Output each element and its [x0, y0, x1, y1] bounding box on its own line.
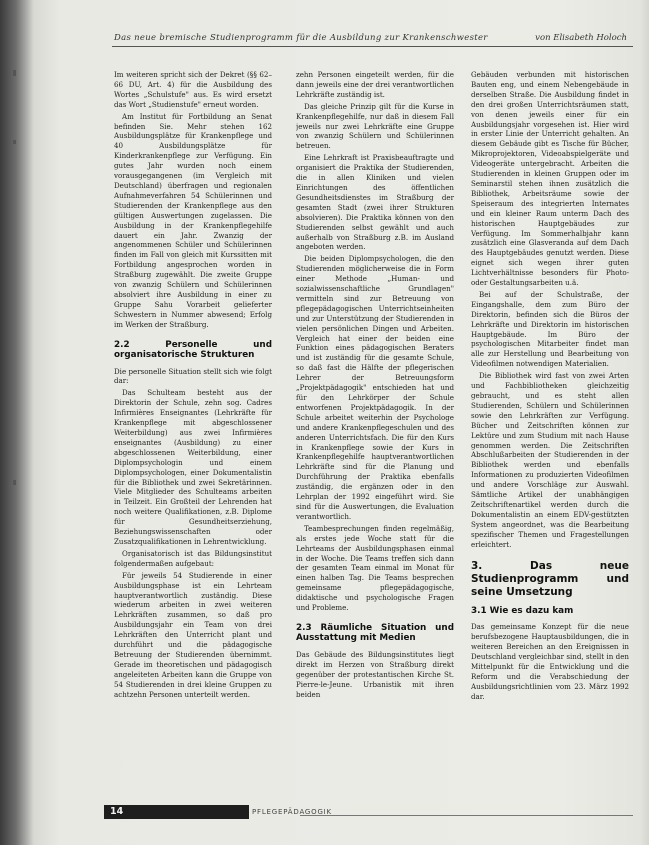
section-heading-2-3: 2.3 Räumliche Situation und Ausstattung mit Medien	[296, 622, 454, 644]
paragraph: Das Schulteam besteht aus der Direktorin der Schule, zehn sog. Cadres Infirmières Enseignantes (Lehrkräfte für Krankenpflege mit abgeschlossener Weiterbildung) aus zwei Infirmières enseignantes (Ausbildung) zu einer abgeschlossenen Weiterbildung, einer Diplompsychologin und einem Diplompsychologen, einer Dokumentalistin für die Bibliothek und zwei Sekretärinnen. Viele Mitglieder des Schulteams arbeiten in Teilzeit. Ein Großteil der Lehrenden hat noch weitere Qualifikationen, z.B. Diplome für Gesundheitserziehung, Beziehungswissenschaften oder Zusatzqualifikationen in Lehrentwicklung.	[114, 388, 272, 546]
page-number: 14	[110, 806, 124, 817]
running-header-author: von Elisabeth Holoch	[535, 33, 627, 43]
binding-mark	[13, 480, 16, 485]
header-rule	[112, 46, 633, 47]
running-header-title: Das neue bremische Studienprogramm für die Ausbildung zur Krankenschwester	[114, 33, 488, 43]
binding-mark	[13, 140, 16, 144]
text-column-3	[471, 70, 629, 815]
paragraph: Am Institut für Fortbildung an Senat befinden Sie. Mehr stehen 162 Ausbildungsplätze für Krankenpflege und 40 Ausbildungsplätze für Kinderkrankenpflege zur Verfügung. Ein gutes Jahr wurden noch einem vorausgegangenen (im Vergleich mit Deutschland) überfragen und regionalen Aufnahmeverfahren 54 Schülerinnen und Studierenden der Krankenpflege aus den gültigen Auswertungen zugelassen. Die Ausbildung in der Krankenpflegehilfe dauert ein Jahr. Zwanzig der angenommenen Schüler und Schülerinnen finden im Fall von gleich mit Kurssitten mit Fortbildung angesprochen worden in Straßburg zugewählt. Die zweite Gruppe von zwanzig Schülern und Schülerinnen absolviert ihre Ausbildung in einer zu Gruppe Sahu Vorarbeit gelieferter Schwestern in Nummer abwesend; Erfolg im Werken der Straßburg.	[114, 111, 272, 329]
text-column-2	[296, 70, 454, 815]
text-column-1	[114, 70, 272, 815]
paragraph: Organisatorisch ist das Bildungsinstitut folgendermaßen aufgebaut:	[114, 548, 272, 568]
binding-mark	[13, 70, 16, 76]
paragraph: Bei auf der Schulstraße, der Eingangshalle, dem zum Büro der Direktorin, befinden sich die Büros der Lehrkräfte und Direktorin im historischen Hauptgebäude. Im Büro der psychologischen Mitarbeiter findet man alle zur Herstellung und Bearbeitung von Videofilmen notwendigen Materialien.	[471, 289, 629, 369]
paragraph: Gebäuden verbunden mit historischen Bauten eng, und einem Nebengebäude in derselben Straße. Die Ausbildung findet in den drei großen Unterrichtsräumen statt, von denen jeweils einer für ein Ausbildungsjahr vorgesehen ist. Hier wird in erster Linie der Unterricht gehalten. An diesem Gebäude gibt es Tische für Bücher, Mikroprojektoren, Videoabspielgeräte und Videogeräte untergebracht. Arbeiten die Studierenden in kleinen Gruppen oder im Seminarstil stehen ihnen zusätzlich die Bibliothek, Arbeitsräume sowie der Speiseraum des integrierten Internates und ein kleiner Raum unterm Dach des historischen Hauptgebäudes zur Verfügung. Im Sommerhalbjahr kann zusätzlich eine Glasveranda auf dem Dach des Hauptgebäudes genutzt werden. Diese eignet sich wegen ihrer guten Lichtverhältnisse besonders für Photo- oder Gestaltungsarbeiten u.ä.	[471, 70, 629, 288]
paragraph: Das gleiche Prinzip gilt für die Kurse in Krankenpflegehilfe, nur daß in diesem Fall jeweils nur zwei Lehrkräfte eine Gruppe von zwanzig Schülern und Schülerinnen betreuen.	[296, 101, 454, 151]
journal-name: PFLEGEPÄDAGOGIK	[252, 808, 332, 816]
paragraph: Im weiteren spricht sich der Dekret (§§ 62–66 DU, Art. 4) für die Ausbildung des Wortes „Schulstufe" aus. Es wird ersetzt das Wort „Studienstufe" erneut worden.	[114, 70, 272, 109]
paragraph: Die personelle Situation stellt sich wie folgt dar:	[114, 366, 272, 386]
paragraph: Teambesprechungen finden regelmäßig, als erstes jede Woche statt für die Lehrteams der Ausbildungsphasen einmal in der Woche. Die Teams treffen sich dann der gesamten Team einmal im Monat für einen halben Tag. Die Teams besprechen gemeinsame pflegepädagogische, didaktische und psychologische Fragen und Probleme.	[296, 523, 454, 613]
paragraph: Das Gebäude des Bildungsinstitutes liegt direkt im Herzen von Straßburg direkt gegenüber der protestantischen Kirche St. Pierre-le-Jeune. Urbanistik mit ihren beiden	[296, 649, 454, 699]
paragraph: Die Bibliothek wird fast von zwei Arten und Fachbibliotheken gleichzeitig gebraucht, und es steht allen Studierenden, Schülern und Schülerinnen sowie den Lehrkräften zur Verfügung. Bücher und Zeitschriften können zur Lektüre und zum Studium mit nach Hause genommen werden. Die Zeitschriften Abschlußarbeiten der Studierenden in der Bibliothek werden und ebenfalls Informationen zu produzierten Videofilmen und andere Vorschläge zur Auswahl. Sämtliche Artikel der unabhängigen Zeitschriftenartikel werden durch die Dokumentalistin an einem EDV-gestützten System angeordnet, was die Bearbeitung spezifischer Themen und Fragestellungen erleichtert.	[471, 371, 629, 549]
paragraph: Die beiden Diplompsychologen, die den Studierenden möglicherweise die in Form einer Methode „Human- und sozialwissenschaftliche Grundlagen" vermitteln sind zur Betreuung von pflegepädagogischen Unterrichtseinheiten und zur Unterstützung der Studierenden in vielen persönlichen Dingen und Arbeiten. Vergleich hat einer der beiden eine Funktion eines pädagogischen Beraters und ist zuständig für die gesamte Schule, so daß fast die Hälfte der pflegerischen Lehrer der Betreuungsform „Projektpädagogik" entschieden hat und für den Lehrkörper der Schule entworfenen Projektpädagogik. In der Schule arbeitet weiterhin der Psychologe und andere Krankenpflegeschulen und des anderen Unterrichtsfach. Die für den Kurs in Krankenpflege sowie der Kurs in Krankenpflegehilfe hauptverantwortlichen Lehrkräfte sind für die Planung und Durchführung der Praktika ebenfalls zuständig, die ergänzen oder in den Lehrplan der 1992 eingeführt wird. Sie sind für die Auswertungen, die Evaluation verantwortlich.	[296, 254, 454, 521]
paragraph: Das gemeinsame Konzept für die neue berufsbezogene Hauptausbildungen, die in weiteren Bereichen an den Ereignissen in Deutschland vergleichbar sind, stellt in den Mittelpunkt für die Entwicklung und die Reform und die Verabschiedung der Ausbildungsrichtlinien vom 23. März 1992 dar.	[471, 622, 629, 701]
paragraph: zehn Personen eingeteilt werden, für die dann jeweils eine der drei verantwortlichen Lehrkräfte zuständig ist.	[296, 70, 454, 99]
paragraph: Eine Lehrkraft ist Praxisbeauftragte und organisiert die Praktika der Studierenden, die in allen Kliniken und vielen Einrichtungen des öffentlichen Gesundheitsdienstes im Straßburg der gesamten Stadt (zwei ihrer Strukturen absolvieren). Die Praktika können von den Studierenden selbst gewählt und auch außerhalb von Straßburg z.B. im Ausland angeboten werden.	[296, 153, 454, 252]
paragraph: Für jeweils 54 Studierende in einer Ausbildungsphase ist ein Lehrteam hauptverantwortlich zuständig. Diese wiederum arbeiten in zwei weiteren Lehrkräften zusammen, so daß pro Ausbildungsjahr ein Team von drei Lehrkräften den Unterricht plant und durchführt und die pädagogische Betreuung der Studierenden übernimmt. Gerade im theoretischen und pädagogisch angeleiteten Arbeiten kann die Gruppe von 54 Studierenden in drei kleine Gruppen zu achtzehn Personen unterteilt werden.	[114, 570, 272, 699]
section-heading-2-2: 2.2 Personelle und organisatorische Strukturen	[114, 339, 272, 361]
footer-rule	[300, 815, 633, 816]
section-heading-3-1: 3.1 Wie es dazu kam	[471, 605, 574, 616]
footer-bar	[104, 805, 249, 819]
section-heading-3: 3. Das neue Studienprogramm und seine Umsetzung	[471, 559, 629, 598]
